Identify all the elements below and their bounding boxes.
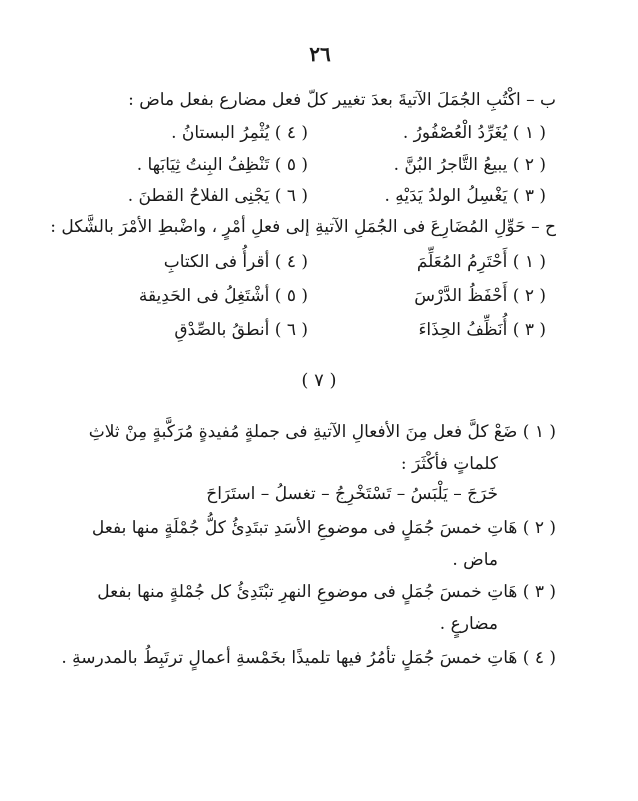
item-text: أشْتَغِلُ فى الحَدِيقة: [138, 286, 270, 306]
item-text: هَاتِ خمسَ جُمَلٍ فى موضوعِ النهرِ تبْتَدِئُ كل جُمْلةٍ منها بفعل: [97, 582, 518, 602]
item-number: ( ٤ ): [274, 252, 308, 272]
section-h-item-6: [88, 318, 308, 342]
item-text: أنطقُ بالصِّدْقِ: [174, 320, 270, 340]
item-number: ( ٢ ): [512, 286, 546, 306]
item-text: هَاتِ خمسَ جُمَلٍ فى موضوعِ الأسَدِ تبتَدِئُ كلُّ جُمْلَةٍ منها بفعل: [91, 518, 518, 538]
section-7-item-1-line-1: [40, 420, 556, 444]
section-h-item-1: [326, 250, 546, 274]
item-number: ( ٦ ): [274, 320, 308, 340]
item-text: يَغْسِلُ الولدُ يَدَيْهِ .: [384, 186, 508, 206]
section-b-item-5: [88, 153, 308, 177]
item-number: ( ١ ): [512, 123, 546, 143]
item-number: ( ٦ ): [274, 186, 308, 206]
item-text: يُثْمِرُ البستانُ .: [171, 123, 270, 143]
item-number: ( ٢ ): [522, 518, 556, 538]
item-number: ( ٥ ): [274, 286, 308, 306]
section-7-item-4-line-1: [40, 646, 556, 670]
item-text: أَحْتَرِمُ المُعَلِّمَ: [416, 252, 508, 272]
item-number: ( ١ ): [512, 252, 546, 272]
section-b-item-6: [88, 184, 308, 208]
section-h-instruction: ح – حَوِّلِ المُضَارِعَ فى الجُمَلِ الآتيةِ إلى فعلِ أمْرٍ ، واضْبطِ الأمْرَ بالشَّكل :: [50, 217, 556, 237]
item-text: أُنَظِّفُ الحِذَاءَ: [418, 320, 508, 340]
page-number: ٢٦: [309, 42, 331, 66]
item-number: ( ٣ ): [512, 320, 546, 340]
item-number: ( ٢ ): [512, 155, 546, 175]
section-7-item-1-line-2: كلماتٍ فأكْثَرَ :: [400, 454, 498, 474]
section-b-item-1: [326, 121, 546, 145]
section-7-item-2-line-2: ماض .: [452, 550, 498, 570]
item-number: ( ٥ ): [274, 155, 308, 175]
item-text: أَحْفَظُ الدَّرْسَ: [414, 286, 508, 306]
item-text: يُغَرِّدُ الْعُصْفُورُ .: [402, 123, 508, 143]
item-text: هَاتِ خمسَ جُمَلٍ تأمُرُ فيها تلميذًا بخَمْسةِ أعمالٍ ترتَبِطُ بالمدرسةِ .: [61, 648, 518, 668]
section-h-item-2: [326, 284, 546, 308]
section-7-item-2-line-1: [40, 516, 556, 540]
item-text: تَنْظِفُ البِنتُ ثِيَابَها .: [136, 155, 270, 175]
item-text: أقرأُ فى الكتابِ: [163, 252, 270, 272]
item-number: ( ٤ ): [522, 648, 556, 668]
section-7-item-3-line-1: [40, 580, 556, 604]
item-number: ( ١ ): [522, 422, 556, 442]
section-h-item-3: [326, 318, 546, 342]
item-text: يبيعُ التَّاجرُ البُنَّ .: [393, 155, 508, 175]
item-number: ( ٣ ): [522, 582, 556, 602]
section-b-instruction: ب – اكْتُبِ الجُمَلَ الآتيةَ بعدَ تغيير كلّ فعل مضارع بفعل ماض :: [128, 90, 556, 110]
section-h-item-4: [88, 250, 308, 274]
section-b-item-3: [326, 184, 546, 208]
item-number: ( ٣ ): [512, 186, 546, 206]
item-text: ضَعْ كلَّ فعل مِنَ الأفعالِ الآتيةِ فى جملةٍ مُفيدةٍ مُرَكَّبةٍ مِنْ ثلاثِ: [88, 422, 518, 442]
item-number: ( ٤ ): [274, 123, 308, 143]
section-b-item-4: [88, 121, 308, 145]
section-b-item-2: [326, 153, 546, 177]
section-7-item-3-line-2: مضارعٍ .: [439, 614, 498, 634]
section-7-item-1-line-3: خَرَجَ – يَلْبَسُ – تَسْتَخْرِجُ – تغسلُ – استَرَاحَ: [206, 484, 498, 504]
section-7-title: ( ٧ ): [301, 370, 337, 391]
item-text: يَجْنِى الفلاحُ القطنَ .: [127, 186, 270, 206]
section-h-item-5: [88, 284, 308, 308]
